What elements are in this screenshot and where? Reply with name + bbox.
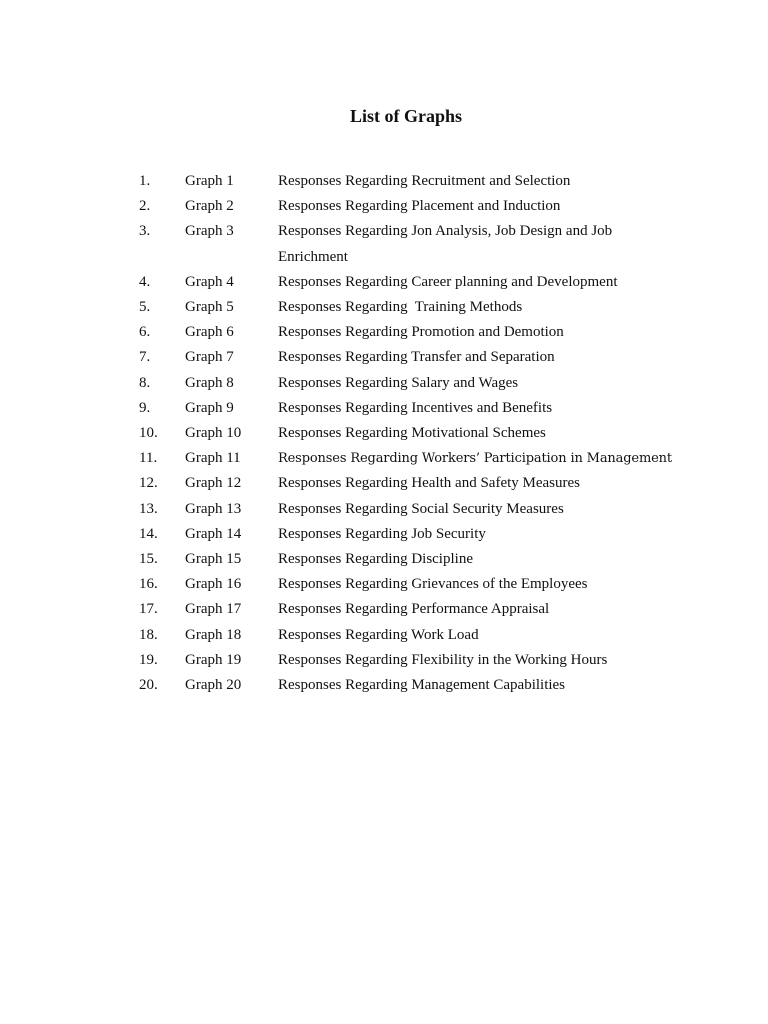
entry-graph: Graph 7 bbox=[185, 349, 234, 366]
list-item bbox=[139, 623, 699, 648]
entry-description: Responses Regarding Flexibility in the Working Hours bbox=[278, 651, 608, 668]
entry-number: 9. bbox=[139, 399, 151, 416]
entry-description: Responses Regarding Training Methods bbox=[278, 299, 523, 316]
entry-description: Responses Regarding Career planning and Development bbox=[278, 273, 618, 290]
entry-graph: Graph 13 bbox=[185, 500, 242, 517]
list-item bbox=[139, 320, 699, 345]
graph-list bbox=[139, 169, 699, 698]
entry-number: 16. bbox=[139, 576, 158, 593]
list-item bbox=[139, 396, 699, 421]
list-item bbox=[139, 194, 699, 219]
entry-number: 10. bbox=[139, 425, 158, 442]
entry-number: 2. bbox=[139, 198, 151, 215]
entry-graph: Graph 8 bbox=[185, 374, 234, 391]
list-item bbox=[139, 371, 699, 396]
entry-description: Responses Regarding Grievances of the Employees bbox=[278, 576, 588, 593]
entry-number: 15. bbox=[139, 551, 158, 568]
entry-number: 20. bbox=[139, 677, 158, 694]
entry-description: Responses Regarding Workers’ Participation in Management bbox=[278, 451, 672, 467]
entry-description: Responses Regarding Incentives and Benefits bbox=[278, 399, 553, 416]
entry-number: 17. bbox=[139, 601, 158, 618]
entry-description: Responses Regarding Recruitment and Selection bbox=[278, 173, 571, 189]
list-item bbox=[139, 270, 699, 295]
entry-number: 11. bbox=[139, 450, 158, 467]
list-item bbox=[139, 295, 699, 320]
entry-number: 7. bbox=[139, 349, 151, 366]
list-item bbox=[139, 597, 699, 622]
entry-number: 3. bbox=[139, 223, 151, 240]
entry-description: Responses Regarding Promotion and Demotion bbox=[278, 324, 564, 341]
entry-description: Responses Regarding Social Security Measures bbox=[278, 500, 564, 517]
entry-graph: Graph 5 bbox=[185, 299, 234, 316]
list-item bbox=[139, 345, 699, 370]
entry-number: 18. bbox=[139, 626, 158, 643]
entry-graph: Graph 16 bbox=[185, 576, 242, 593]
entry-description: Responses Regarding Job Security bbox=[278, 525, 486, 542]
entry-graph: Graph 4 bbox=[185, 273, 234, 290]
entry-number: 5. bbox=[139, 299, 151, 316]
list-item bbox=[139, 219, 699, 269]
entry-number: 13. bbox=[139, 500, 158, 517]
entry-description: Responses Regarding Performance Appraisal bbox=[278, 601, 550, 618]
entry-graph: Graph 9 bbox=[185, 399, 234, 416]
list-item bbox=[139, 648, 699, 673]
list-item bbox=[139, 547, 699, 572]
list-item bbox=[139, 673, 699, 698]
entry-description: Responses Regarding Jon Analysis, Job Design and Job Enrichment bbox=[278, 223, 613, 265]
entry-description: Responses Regarding Motivational Schemes bbox=[278, 425, 546, 442]
entry-graph: Graph 2 bbox=[185, 198, 234, 215]
list-item bbox=[139, 421, 699, 446]
entry-number: 1. bbox=[139, 173, 151, 189]
list-item bbox=[139, 522, 699, 547]
entry-graph: Graph 19 bbox=[185, 651, 242, 668]
entry-graph: Graph 12 bbox=[185, 475, 242, 492]
list-item bbox=[139, 471, 699, 496]
list-item bbox=[139, 169, 699, 194]
entry-graph: Graph 10 bbox=[185, 425, 242, 442]
page-title: List of Graphs bbox=[349, 106, 463, 126]
entry-number: 14. bbox=[139, 525, 158, 542]
entry-number: 4. bbox=[139, 273, 151, 290]
entry-number: 8. bbox=[139, 374, 151, 391]
entry-description: Responses Regarding Discipline bbox=[278, 551, 473, 568]
entry-graph: Graph 14 bbox=[185, 525, 242, 542]
entry-graph: Graph 15 bbox=[185, 551, 242, 568]
entry-number: 6. bbox=[139, 324, 151, 341]
list-item bbox=[139, 572, 699, 597]
list-item bbox=[139, 497, 699, 522]
entry-number: 19. bbox=[139, 651, 158, 668]
entry-graph: Graph 11 bbox=[185, 450, 241, 467]
entry-description: Responses Regarding Work Load bbox=[278, 626, 479, 643]
entry-number: 12. bbox=[139, 475, 158, 492]
entry-description: Responses Regarding Placement and Induction bbox=[278, 198, 561, 215]
list-item bbox=[139, 446, 699, 471]
entry-graph: Graph 20 bbox=[185, 677, 242, 694]
entry-description: Responses Regarding Transfer and Separation bbox=[278, 349, 555, 366]
entry-graph: Graph 17 bbox=[185, 601, 242, 618]
entry-graph: Graph 1 bbox=[185, 173, 234, 189]
entry-graph: Graph 18 bbox=[185, 626, 242, 643]
entry-description: Responses Regarding Salary and Wages bbox=[278, 374, 519, 391]
entry-graph: Graph 3 bbox=[185, 223, 234, 240]
entry-description: Responses Regarding Management Capabilities bbox=[278, 677, 566, 694]
entry-description: Responses Regarding Health and Safety Measures bbox=[278, 475, 581, 492]
entry-graph: Graph 6 bbox=[185, 324, 234, 341]
